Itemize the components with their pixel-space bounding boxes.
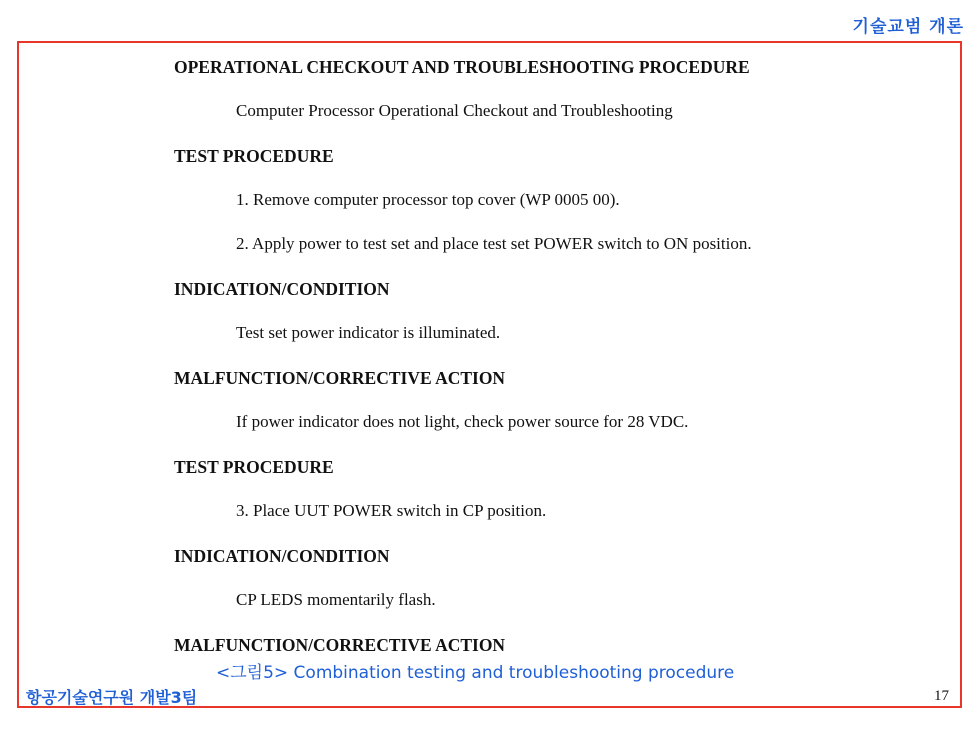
test-procedure-heading-2: TEST PROCEDURE [174, 457, 334, 477]
page-number: 17 [934, 688, 949, 704]
indication-text-2: CP LEDS momentarily flash. [236, 590, 436, 609]
test-procedure-heading: TEST PROCEDURE [174, 146, 334, 166]
indication-heading-2: INDICATION/CONDITION [174, 546, 390, 566]
figure-caption: <그림5> Combination testing and troubleshooting procedure [216, 663, 735, 683]
indication-text: Test set power indicator is illuminated. [236, 323, 501, 342]
malfunction-heading: MALFUNCTION/CORRECTIVE ACTION [174, 368, 506, 388]
slide-title: 기술교범 개론 [852, 17, 964, 37]
malfunction-heading-2: MALFUNCTION/CORRECTIVE ACTION [174, 635, 506, 655]
organization-label: 항공기술연구원 개발3팀 [26, 688, 198, 707]
indication-heading: INDICATION/CONDITION [174, 279, 390, 299]
step-3: 3. Place UUT POWER switch in CP position. [236, 501, 547, 520]
step-1: 1. Remove computer processor top cover (WP 0005 00). [236, 190, 620, 209]
malfunction-text: If power indicator does not light, check power source for 28 VDC. [236, 412, 689, 431]
main-heading: OPERATIONAL CHECKOUT AND TROUBLESHOOTING PROCEDURE [174, 57, 750, 77]
procedure-subtitle: Computer Processor Operational Checkout and Troubleshooting [236, 101, 673, 120]
step-2: 2. Apply power to test set and place test set POWER switch to ON position. [236, 234, 752, 253]
